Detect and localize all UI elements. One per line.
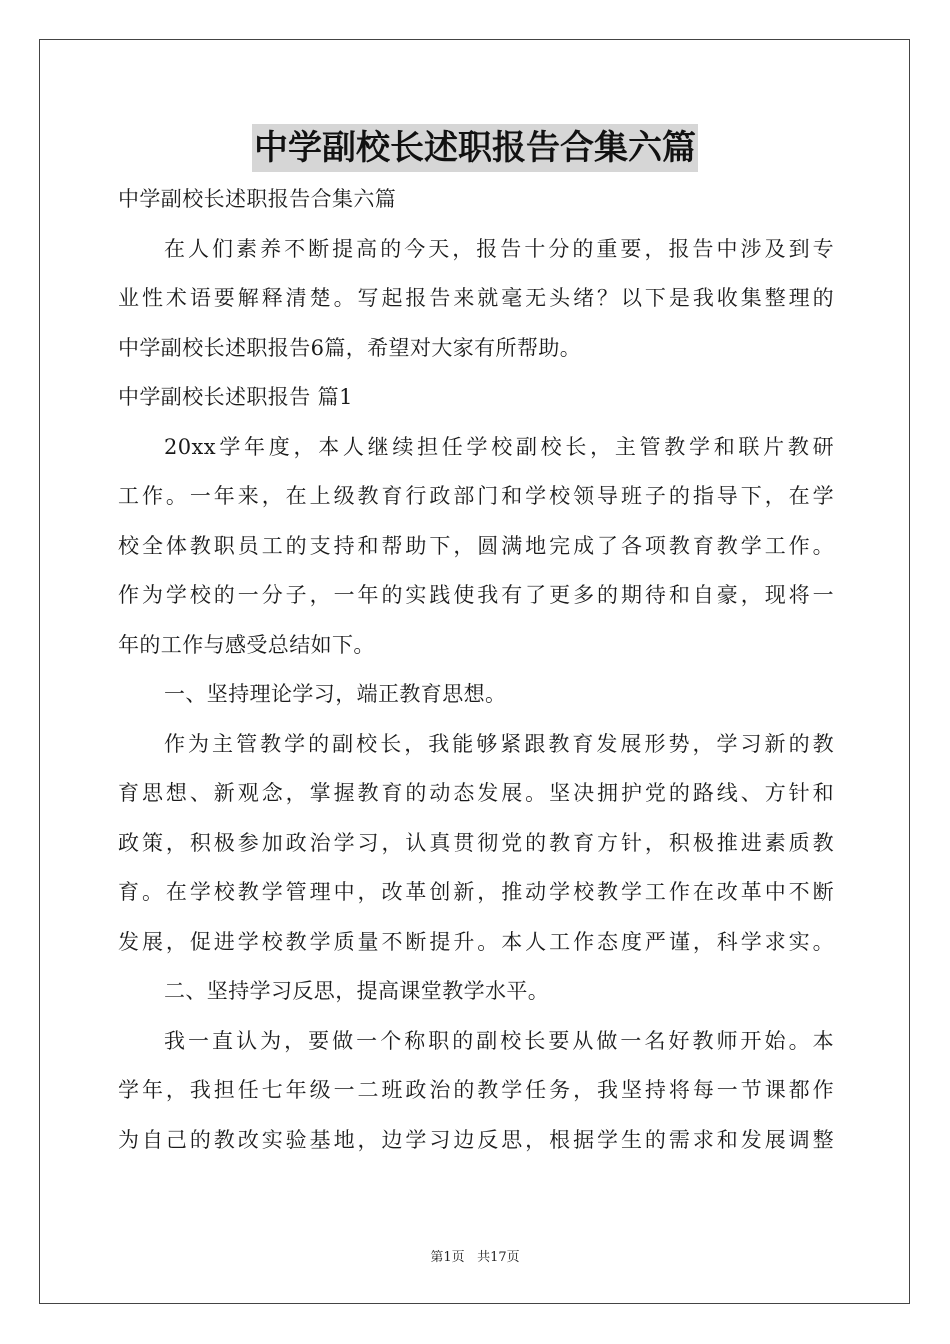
text-line: 发展，促进学校教学质量不断提升。本人工作态度严谨，科学求实。 bbox=[118, 929, 834, 954]
text-line: 作为学校的一分子，一年的实践使我有了更多的期待和自豪，现将一 bbox=[118, 583, 834, 607]
text-line: 年的工作与感受总结如下。 bbox=[118, 632, 375, 657]
document-body bbox=[118, 175, 834, 1165]
text-line: 我一直认为，要做一个称职的副校长要从做一名好教师开始。本 bbox=[164, 1028, 834, 1053]
text-line: 中学副校长述职报告6篇，希望对大家有所帮助。 bbox=[118, 335, 582, 360]
text-line: 育思想、新观念，掌握教育的动态发展。坚决拥护党的路线、方针和 bbox=[118, 781, 834, 805]
page-total: 共17页 bbox=[477, 1250, 520, 1265]
text-line: 工作。一年来，在上级教育行政部门和学校领导班子的指导下，在学 bbox=[118, 484, 834, 508]
text-line: 中学副校长述职报告 篇1 bbox=[118, 385, 353, 409]
page-number: 第1页 bbox=[430, 1250, 465, 1265]
text-line: 学年，我担任七年级一二班政治的教学任务，我坚持将每一节课都作 bbox=[118, 1078, 834, 1102]
text-line: 二、坚持学习反思，提高课堂教学水平。 bbox=[164, 979, 550, 1003]
title-container bbox=[0, 124, 950, 172]
text-line: 一、坚持理论学习，端正教育思想。 bbox=[164, 682, 507, 706]
text-line: 在人们素养不断提高的今天，报告十分的重要，报告中涉及到专 bbox=[164, 236, 834, 261]
text-line: 20xx学年度，本人继续担任学校副校长，主管教学和联片教研 bbox=[164, 434, 834, 459]
text-line: 为自己的教改实验基地，边学习边反思，根据学生的需求和发展调整 bbox=[118, 1127, 834, 1152]
text-line: 校全体教职员工的支持和帮助下，圆满地完成了各项教育教学工作。 bbox=[118, 533, 834, 558]
text-line: 作为主管教学的副校长，我能够紧跟教育发展形势，学习新的教 bbox=[164, 731, 834, 756]
page-footer bbox=[0, 1246, 950, 1265]
text-line: 中学副校长述职报告合集六篇 bbox=[118, 187, 397, 211]
text-line: 业性术语要解释清楚。写起报告来就毫无头绪？以下是我收集整理的 bbox=[118, 286, 834, 310]
document-title: 中学副校长述职报告合集六篇 bbox=[252, 124, 698, 172]
text-line: 政策，积极参加政治学习，认真贯彻党的教育方针，积极推进素质教 bbox=[118, 830, 834, 855]
text-line: 育。在学校教学管理中，改革创新，推动学校教学工作在改革中不断 bbox=[118, 880, 834, 904]
